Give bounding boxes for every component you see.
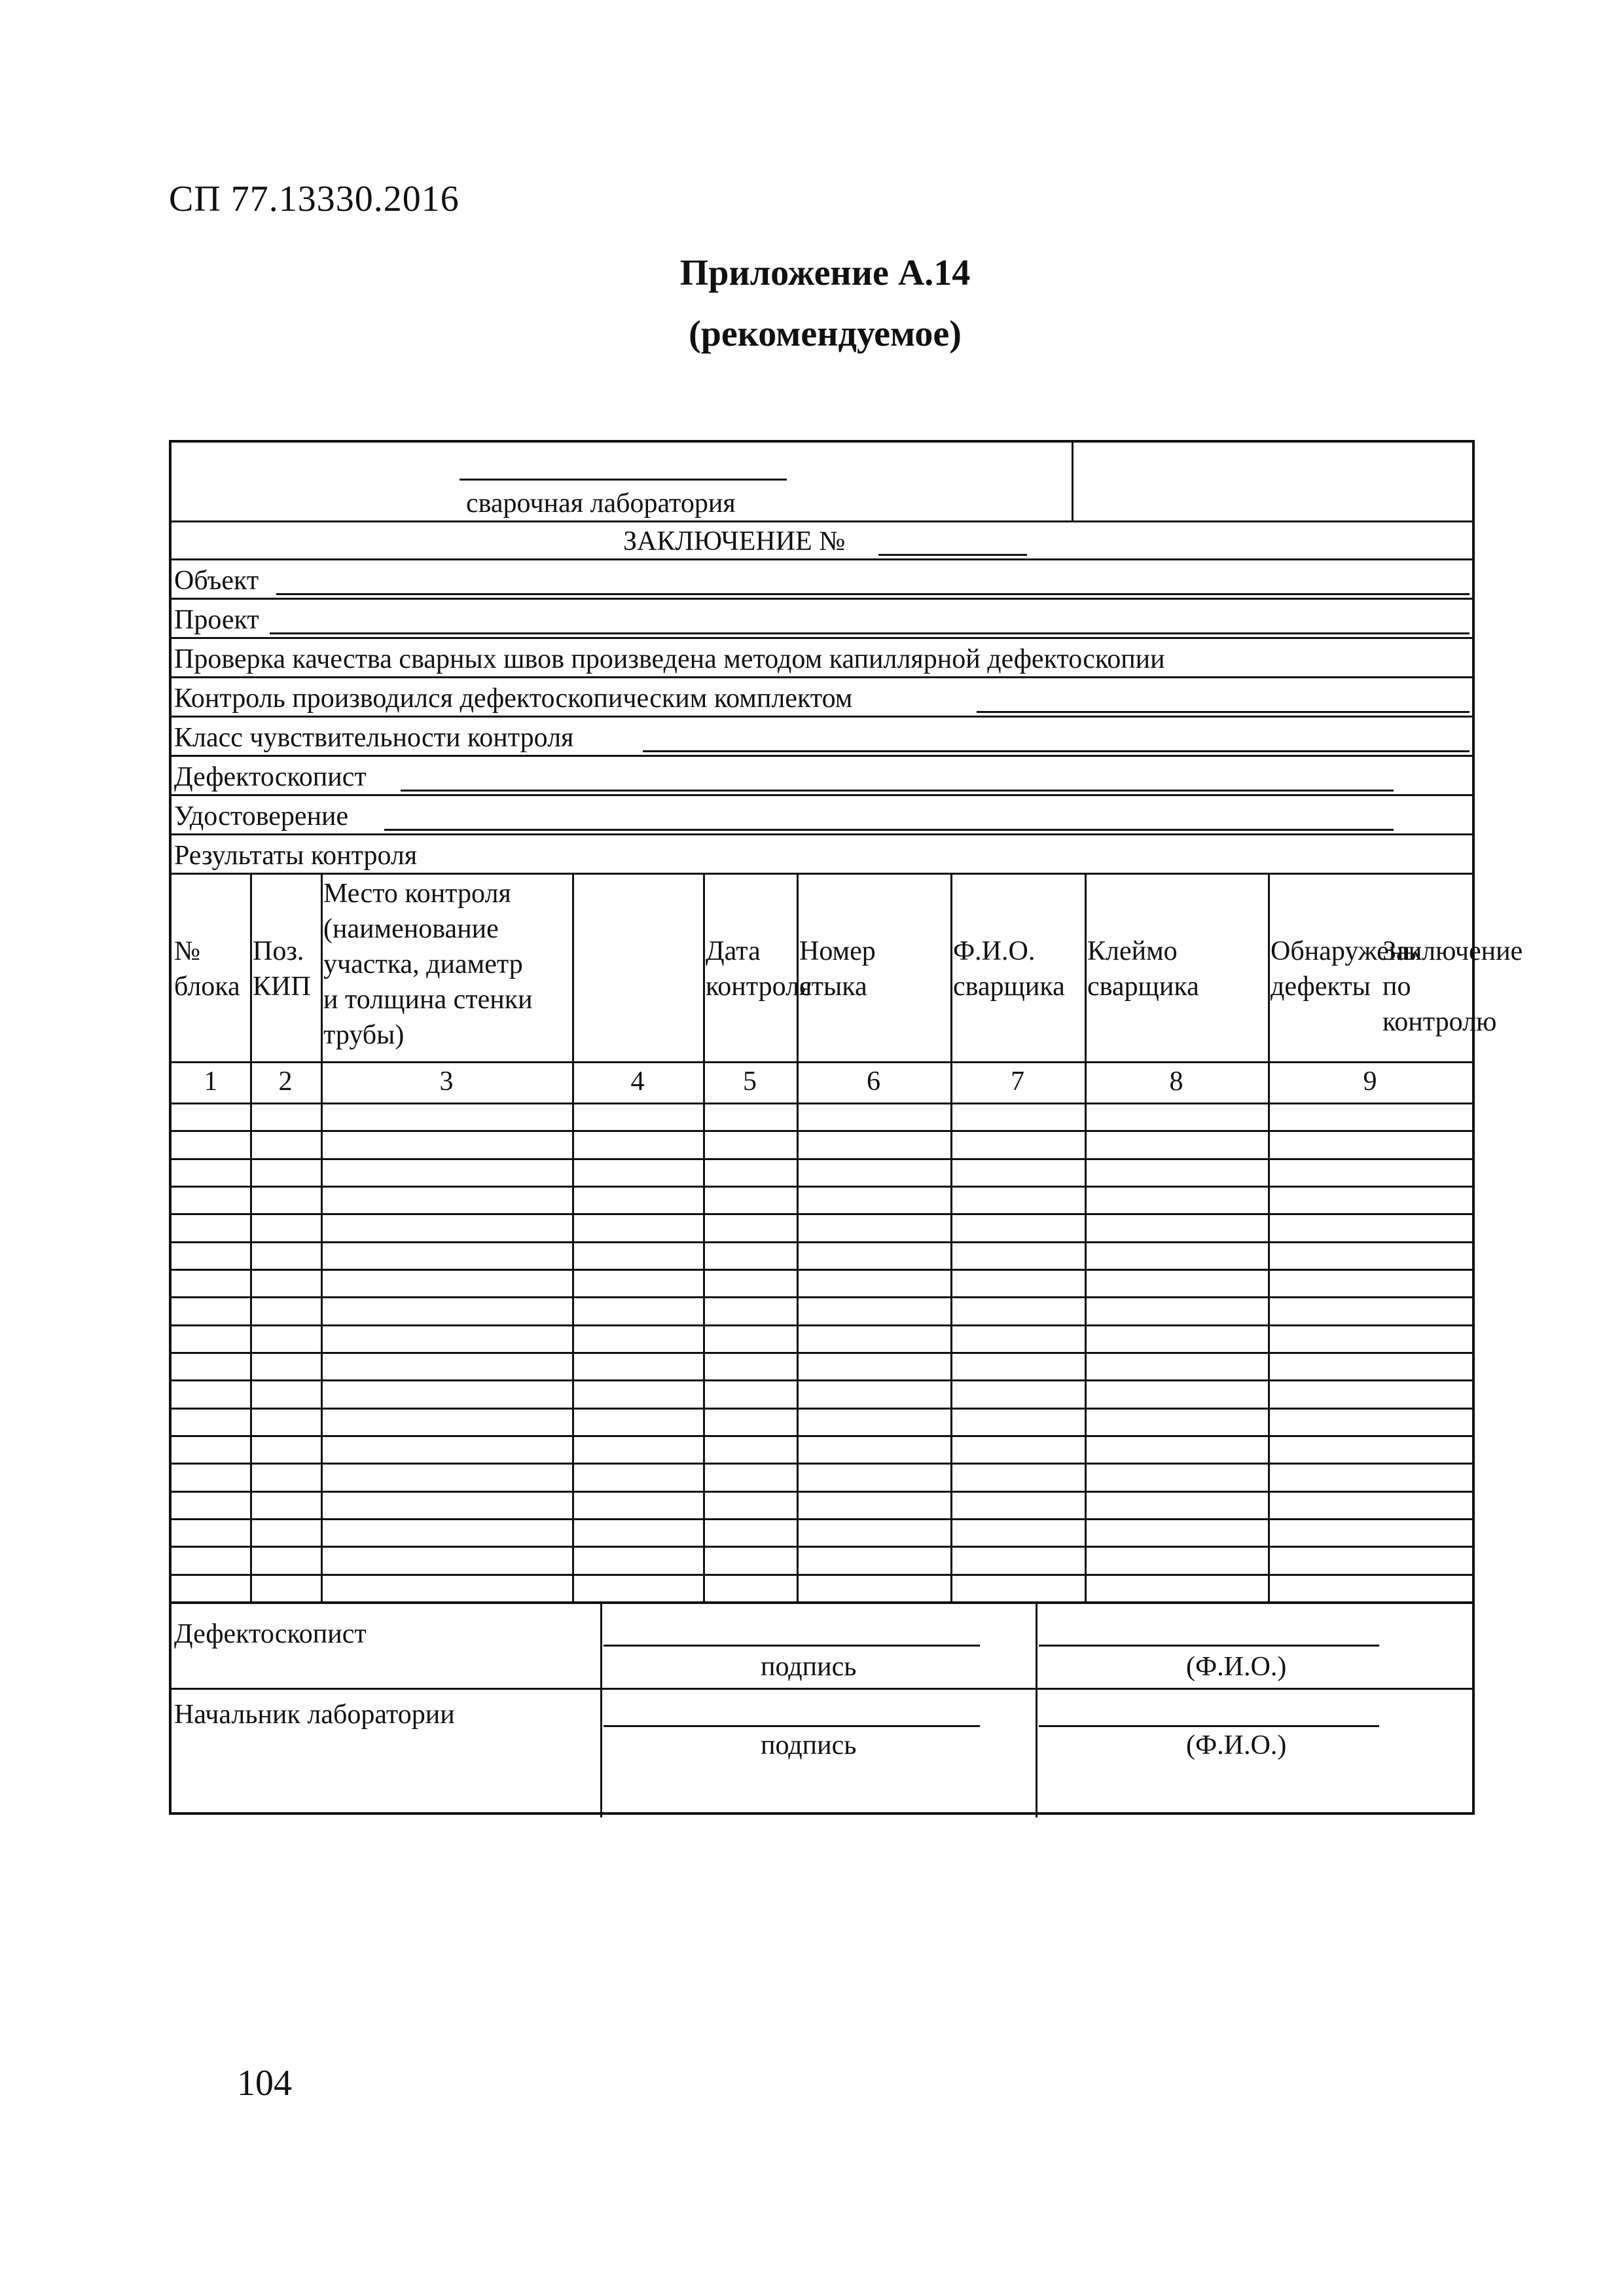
table-row [171, 1213, 1472, 1215]
document-code: СП 77.13330.2016 [169, 179, 460, 219]
header-cell: Клеймо сварщика [1087, 936, 1199, 1002]
table-row [171, 1379, 1472, 1381]
header-cell: Ф.И.О. сварщика [953, 936, 1065, 1002]
field-fill-line [401, 790, 1394, 792]
table-row [171, 1518, 1472, 1520]
name-line [1039, 1725, 1379, 1727]
table-row [171, 1324, 1472, 1326]
field-kit [171, 678, 1472, 718]
table-row [171, 1491, 1472, 1493]
column-number: 6 [867, 1066, 880, 1097]
conclusion-form [169, 440, 1523, 1815]
field-fill-line [977, 711, 1470, 713]
field-certificate [171, 796, 1472, 835]
table-row [171, 1296, 1472, 1298]
header-cell: Номер стыка [799, 936, 876, 1002]
field-results [171, 835, 1472, 875]
table-row [171, 1546, 1472, 1548]
name-label: (Ф.И.О.) [1186, 1730, 1287, 1760]
column-number: 5 [743, 1066, 757, 1097]
sig-divider [600, 1604, 602, 1817]
number-row-divider [171, 1102, 1472, 1104]
sign-label: подпись [761, 1730, 857, 1760]
table-row [171, 1269, 1472, 1271]
column-number: 8 [1169, 1066, 1183, 1097]
page-number: 104 [237, 2063, 292, 2104]
field-class [171, 718, 1472, 757]
header-cell: Поз. КИП [253, 936, 311, 1002]
header-cell: Заключение по контролю [1382, 936, 1523, 1037]
field-fill-line [643, 750, 1470, 752]
field-label: Удостоверение [174, 801, 349, 831]
sig-row-divider [171, 1688, 1472, 1690]
table-row [171, 1352, 1472, 1354]
name-line [1039, 1645, 1379, 1647]
table-row [171, 1408, 1472, 1410]
table-row [171, 1463, 1472, 1465]
column-number: 7 [1011, 1066, 1024, 1097]
conclusion-row [171, 522, 1472, 560]
appendix-note: (рекомендуемое) [689, 314, 962, 354]
column-number: 4 [630, 1066, 645, 1097]
conclusion-label: ЗАКЛЮЧЕНИЕ № [623, 526, 846, 556]
sign-line [604, 1725, 980, 1727]
column-number: 2 [278, 1066, 293, 1097]
table-row [171, 1574, 1472, 1576]
header-divider [171, 1061, 1472, 1063]
field-method [171, 639, 1472, 678]
signature-role: Дефектоскопист [174, 1619, 367, 1649]
column-number: 1 [204, 1066, 218, 1097]
header-cell: № блока [174, 936, 240, 1002]
name-label: (Ф.И.О.) [1186, 1652, 1287, 1682]
field-project [171, 600, 1472, 639]
field-label: Проект [174, 605, 259, 635]
column-number: 9 [1363, 1066, 1377, 1097]
column-number: 3 [439, 1066, 454, 1097]
header-cell: Обнаружены дефекты [1271, 936, 1422, 1002]
field-label: Результаты контроля [174, 841, 418, 871]
table-row [171, 1241, 1472, 1243]
field-label: Объект [174, 566, 259, 596]
table-row [171, 1158, 1472, 1160]
field-fill-line [270, 632, 1470, 634]
lab-divider [1072, 443, 1074, 520]
table-row [171, 1186, 1472, 1188]
lab-row [171, 443, 1472, 522]
header-cell: Место контроля (наименование участка, диаметр и толщина стенки трубы) [323, 879, 533, 1050]
field-label: Дефектоскопист [174, 762, 367, 792]
conclusion-number-line [878, 554, 1027, 556]
lab-label: сварочная лаборатория [466, 488, 736, 519]
field-fill-line [384, 829, 1394, 831]
field-label: Класс чувствительности контроля [174, 723, 574, 753]
sign-label: подпись [761, 1652, 857, 1682]
field-fill-line [276, 593, 1470, 595]
field-label: Проверка качества сварных швов произведена методом капиллярной дефектоскопии [174, 644, 1165, 674]
results-table [171, 875, 1523, 1601]
signature-section [171, 1601, 1472, 1817]
appendix-title: Приложение А.14 [679, 253, 971, 293]
table-row [171, 1130, 1472, 1132]
field-object [171, 560, 1472, 600]
sig-divider [1036, 1604, 1038, 1817]
lab-name-line [460, 479, 787, 481]
header-cell: Дата контроля [706, 936, 812, 1002]
table-row [171, 1435, 1472, 1437]
field-label: Контроль производился дефектоскопическим комплектом [174, 683, 853, 714]
sign-line [604, 1645, 980, 1647]
signature-role: Начальник лаборатории [174, 1700, 455, 1730]
field-inspector [171, 757, 1472, 796]
